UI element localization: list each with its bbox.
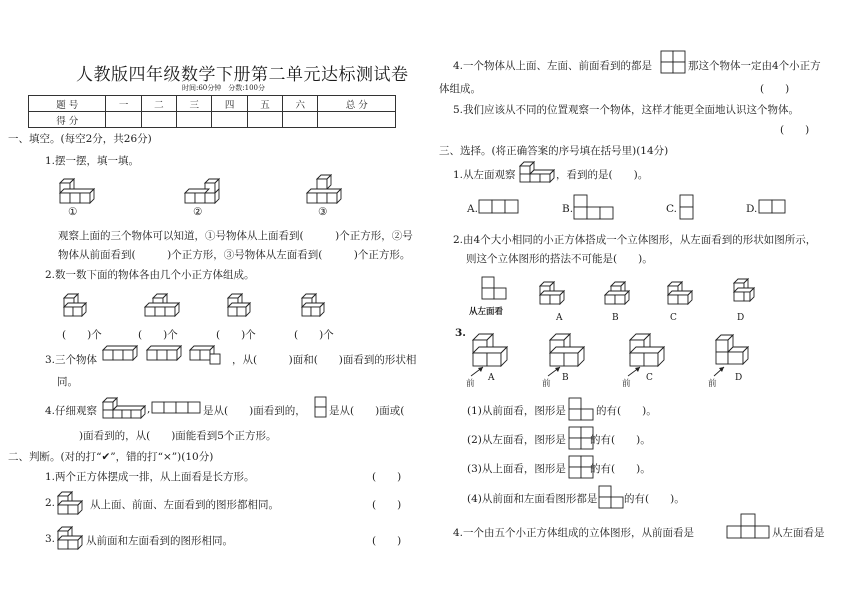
c3-sub3-text-b: 的有( )。: [590, 463, 651, 475]
score-cell[interactable]: [212, 112, 247, 128]
j4-text-c: 体组成。: [439, 83, 481, 95]
c2-option-c-letter[interactable]: C: [670, 313, 677, 323]
q4-view-column-of-two: [314, 396, 328, 420]
score-header-cell: 三: [177, 96, 212, 112]
c1-option-b-shape[interactable]: [573, 194, 617, 222]
c2-option-d-letter[interactable]: D: [737, 313, 745, 323]
j4-text-a: 4.一个物体从上面、左面、前面看到的都是: [453, 60, 653, 72]
j4-view-2x2: [660, 50, 688, 76]
c1-option-b-label[interactable]: B.: [562, 203, 574, 215]
j3-number: 3.: [45, 533, 56, 545]
c3-number: 3.: [455, 327, 466, 339]
q1-figure-1: [58, 175, 98, 205]
c2-left-view: [481, 276, 509, 302]
score-header-cell: 总 分: [318, 96, 396, 112]
c3-front-label-b: 前: [542, 379, 551, 389]
c3-letter-d[interactable]: D: [735, 373, 743, 383]
c1-option-c-shape[interactable]: [679, 194, 695, 222]
q2-figure-4: [298, 290, 328, 320]
q2-stem: 2.数一数下面的物体各由几个小正方体组成。: [45, 269, 255, 281]
q3-figure-1: [101, 345, 141, 367]
c1-option-d-shape[interactable]: [758, 199, 788, 215]
c3-letter-c[interactable]: C: [646, 373, 653, 383]
j1-answer[interactable]: ( ): [372, 471, 402, 483]
q1-stem: 1.摆一摆，填一填。: [45, 155, 140, 167]
j3-text: 从前面和左面看到的图形相同。: [86, 535, 233, 547]
c2-option-c-figure: [666, 278, 696, 306]
c3-letter-b[interactable]: B: [562, 373, 569, 383]
q4-text-a: 4.仔细观察: [45, 405, 98, 417]
c2-text-a: 2.由4个大小相同的小正方体搭成一个立体图形，从左面看到的形状如图所示，: [453, 234, 817, 246]
c1-text-b: ，看到的是( )。: [556, 169, 649, 181]
q2-answer-1[interactable]: ( )个: [62, 329, 102, 341]
j4-text-b: 那这个物体一定由4个小正方: [688, 60, 821, 72]
score-header-cell: 六: [283, 96, 318, 112]
c3-sub2-text-b: 的有( )。: [590, 434, 651, 446]
j5-answer[interactable]: ( ): [780, 124, 810, 136]
q3-text-b: ，从( )面和( )面看到的形状相: [232, 354, 417, 366]
score-cell[interactable]: [247, 112, 282, 128]
c3-front-label-d: 前: [708, 379, 717, 389]
score-header-cell: 五: [247, 96, 282, 112]
q2-figure-2: [143, 290, 183, 320]
section-3-heading: 三、选择。(将正确答案的序号填在括号里)(14分): [439, 145, 669, 157]
j4-answer[interactable]: ( ): [760, 83, 790, 95]
j2-figure: [56, 487, 90, 517]
q2-answer-3[interactable]: ( )个: [216, 329, 256, 341]
c3-sub1-shape: [568, 397, 596, 423]
score-cell[interactable]: [177, 112, 212, 128]
score-row-label: 得 分: [29, 112, 106, 128]
j2-text: 从上面、前面、左面看到的图形都相同。: [90, 499, 279, 511]
section-2-heading: 二、判断。(对的打“✔”，错的打“×”)(10分): [8, 451, 214, 463]
j1-text: 1.两个正方体摆成一排，从上面看是长方形。: [45, 471, 255, 483]
q2-answer-4[interactable]: ( )个: [294, 329, 334, 341]
c3-sub2-text-a: (2)从左面看，图形是: [467, 434, 566, 446]
j3-answer[interactable]: ( ): [372, 535, 402, 547]
c2-left-view-caption: 从左面看: [469, 307, 504, 317]
q3-text-a: 3.三个物体: [45, 354, 98, 366]
c3-front-label-a: 前: [466, 379, 475, 389]
j5-text: 5.我们应该从不同的位置观察一个物体，这样才能更全面地认识这个物体。: [453, 104, 800, 116]
c3-sub4-text-a: (4)从前面和左面看图形都是: [467, 493, 598, 505]
q1-label-1: ①: [68, 206, 78, 218]
c3-letter-a[interactable]: A: [488, 373, 495, 383]
c3-sub4-text-b: 的有( )。: [624, 493, 685, 505]
score-cell[interactable]: [141, 112, 176, 128]
c4-text-a: 4.一个由五个小正方体组成的立体图形，从前面看是: [453, 527, 695, 539]
section-1-heading: 一、填空。(每空2分，共26分): [8, 133, 152, 145]
c1-option-a-shape[interactable]: [478, 199, 520, 215]
j3-figure: [56, 522, 86, 552]
c2-option-d-figure: [732, 276, 758, 304]
q3-figure-3: [188, 345, 228, 367]
score-cell[interactable]: [283, 112, 318, 128]
q2-answer-2[interactable]: ( )个: [138, 329, 178, 341]
c2-option-b-figure: [603, 278, 633, 306]
q1-figure-2: [183, 175, 223, 205]
score-header-cell: 一: [106, 96, 141, 112]
q3-figure-2: [145, 345, 185, 367]
c4-front-view: [726, 513, 772, 541]
page-title: 人教版四年级数学下册第二单元达标测试卷: [76, 65, 409, 85]
c4-text-b: 从左面看是: [772, 527, 825, 539]
q4-view-row-of-four: [151, 401, 203, 415]
c3-sub1-text-a: (1)从前面看，图形是: [467, 405, 566, 417]
q1-figure-3: [305, 173, 345, 205]
c2-text-b: 则这个立体图形的搭法不可能是( )。: [466, 253, 653, 265]
c3-front-label-c: 前: [622, 379, 631, 389]
q3-text-c: 同。: [57, 376, 78, 388]
c2-option-a-figure: [538, 278, 568, 306]
j2-number: 2.: [45, 497, 56, 509]
score-header-cell: 二: [141, 96, 176, 112]
score-header-cell: 四: [212, 96, 247, 112]
q4-text-c: 是从( )面看到的，: [203, 405, 306, 417]
c3-sub4-shape: [598, 485, 626, 511]
page-subtitle: 时间:60分钟 分数:100分: [182, 84, 265, 92]
c1-option-a-label[interactable]: A.: [467, 203, 478, 215]
c1-text-a: 1.从左面观察: [453, 169, 516, 181]
score-cell[interactable]: [106, 112, 141, 128]
c2-option-a-letter[interactable]: A: [556, 313, 563, 323]
q1-label-2: ②: [193, 206, 203, 218]
c1-figure: [518, 160, 558, 184]
c2-option-b-letter[interactable]: B: [612, 313, 619, 323]
q1-text-line-1: 观察上面的三个物体可以知道，①号物体从上面看到( )个正方形，②号: [58, 230, 413, 242]
j2-answer[interactable]: ( ): [372, 499, 402, 511]
q4-figure-solid: [101, 396, 147, 420]
c1-option-d-label[interactable]: D.: [746, 203, 758, 215]
q4-text-d: 是从( )面或(: [329, 405, 405, 417]
c1-option-c-label[interactable]: C.: [666, 203, 677, 215]
c3-sub3-text-a: (3)从上面看，图形是: [467, 463, 566, 475]
c3-sub1-text-b: 的有( )。: [596, 405, 657, 417]
q4-text-e: )面看到的，从( )面能看到5个正方形。: [79, 430, 277, 442]
score-table: [28, 95, 396, 128]
q1-label-3: ③: [318, 206, 328, 218]
score-header-cell: 题 号: [29, 96, 106, 112]
q4-text-b: ,: [147, 403, 151, 415]
score-cell[interactable]: [318, 112, 396, 128]
q1-text-line-2: 物体从前面看到( )个正方形，③号物体从左面看到( )个正方形。: [58, 249, 411, 261]
q2-figure-1: [60, 290, 90, 320]
q2-figure-3: [224, 290, 254, 320]
